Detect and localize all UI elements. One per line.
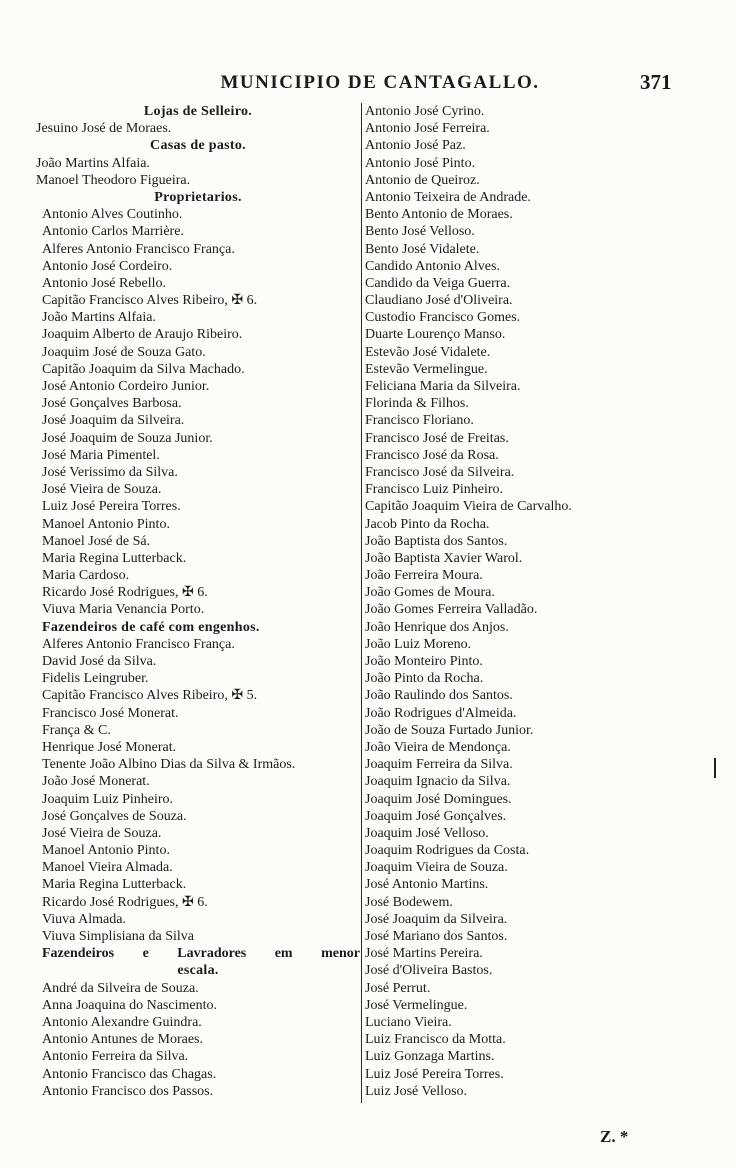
list-item: Luiz Gonzaga Martins.	[365, 1049, 495, 1065]
list-item: João Gomes de Moura.	[365, 585, 495, 601]
list-item: Bento José Velloso.	[365, 224, 475, 240]
signature-mark: Z. *	[600, 1127, 629, 1146]
heading-word: em	[274, 946, 293, 962]
list-item: Alferes Antonio Francisco França.	[42, 241, 235, 257]
list-item: Viuva Almada.	[42, 911, 126, 927]
list-item: Antonio Alexandre Guindra.	[42, 1014, 202, 1030]
section-heading-lavradores	[36, 945, 360, 962]
column-divider	[361, 103, 362, 1103]
list-item: Antonio Antunes de Moraes.	[42, 1032, 203, 1048]
list-item: Antonio Carlos Marrière.	[42, 224, 184, 240]
list-item: Maria Regina Lutterback.	[42, 550, 187, 566]
list-item: José Bodewem.	[365, 894, 453, 910]
list-item: Antonio Alves Coutinho.	[42, 207, 183, 223]
list-item: Capitão Joaquim da Silva Machado.	[42, 361, 245, 377]
list-item: João Baptista Xavier Warol.	[365, 550, 523, 566]
list-item: Joaquim José de Souza Gato.	[42, 344, 206, 360]
list-item: Antonio Francisco dos Passos.	[42, 1083, 214, 1099]
list-item: Luiz José Pereira Torres.	[365, 1066, 504, 1082]
list-item: José Verissimo da Silva.	[42, 464, 178, 480]
list-item: José Perrut.	[365, 980, 431, 996]
list-item: José Joaquim da Silveira.	[42, 413, 185, 429]
list-item: Maria Regina Lutterback.	[42, 877, 187, 893]
list-item: João Rodrigues d'Almeida.	[365, 705, 517, 721]
list-item: José Vieira de Souza.	[42, 482, 162, 498]
list-item: Antonio José Pinto.	[365, 155, 476, 171]
list-item: João Gomes Ferreira Valladão.	[365, 602, 538, 618]
list-item: Luiz José Velloso.	[365, 1083, 468, 1099]
list-item: José Maria Pimentel.	[42, 447, 160, 463]
list-item: Joaquim José Gonçalves.	[365, 808, 507, 824]
list-item: João Martins Alfaia.	[36, 155, 150, 171]
list-item: França & C.	[42, 722, 111, 738]
proprietarios-list	[36, 206, 360, 619]
list-item: David José da Silva.	[42, 654, 157, 669]
list-item: Estevão Vermelingue.	[365, 361, 488, 377]
list-item: João Ferreira Moura.	[365, 568, 483, 584]
list-item: Capitão Joaquim Vieira de Carvalho.	[365, 499, 572, 515]
list-item: Estevão José Vidalete.	[365, 344, 491, 360]
list-item: Candido da Veiga Guerra.	[365, 275, 511, 291]
heading-word: Lavradores	[177, 946, 247, 962]
left-column	[36, 103, 360, 1100]
list-item: Joaquim Ignacio da Silva.	[365, 774, 511, 790]
list-item: Maria Cardoso.	[42, 568, 130, 584]
list-item: Antonio Francisco das Chagas.	[42, 1066, 217, 1082]
list-item: Manoel Vieira Almada.	[42, 860, 173, 876]
list-item: Fidelis Leingruber.	[42, 671, 149, 687]
list-item: Joaquim Luiz Pinheiro.	[42, 791, 174, 807]
list-item: Francisco José de Freitas.	[365, 430, 509, 446]
section-heading-proprietarios: Proprietarios.	[154, 189, 242, 205]
list-item: Capitão Francisco Alves Ribeiro, ✠ 5.	[42, 688, 258, 704]
page-number: 371	[640, 70, 672, 94]
list-item: Antonio José Cordeiro.	[42, 258, 173, 274]
heading-word: e	[142, 946, 149, 962]
list-item: Manoel José de Sá.	[42, 533, 151, 549]
list-item: Joaquim Rodrigues da Costa.	[365, 843, 530, 859]
list-item: José Antonio Cordeiro Junior.	[42, 379, 210, 394]
section-heading-lojas: Lojas de Selleiro.	[143, 104, 253, 119]
casas-list	[36, 155, 360, 189]
list-item: João Baptista dos Santos.	[365, 533, 508, 549]
lavradores-list	[36, 980, 360, 1100]
list-item: Francisco José da Silveira.	[365, 464, 515, 480]
list-item: José Vermelingue.	[365, 997, 468, 1013]
list-item: João Vieira de Mendonça.	[365, 739, 511, 755]
list-item: Antonio de Queiroz.	[365, 172, 480, 188]
list-item: José Martins Pereira.	[365, 946, 483, 962]
section-heading-casas: Casas de pasto.	[150, 138, 246, 154]
list-item: Henrique José Monerat.	[42, 739, 177, 755]
list-item: Bento Antonio de Moraes.	[365, 207, 513, 223]
list-item: José Antonio Martins.	[365, 877, 489, 893]
list-item: Capitão Francisco Alves Ribeiro, ✠ 6.	[42, 293, 258, 309]
list-item: Joaquim José Domingues.	[365, 791, 512, 807]
fazendeiros-list	[36, 636, 360, 945]
list-item: João de Souza Furtado Junior.	[365, 722, 534, 738]
heading-word: menor	[321, 946, 360, 962]
list-item: João Luiz Moreno.	[365, 636, 472, 652]
list-item: João José Monerat.	[42, 774, 150, 790]
section-heading-fazendeiros: Fazendeiros de café com engenhos.	[42, 619, 260, 635]
list-item: Ricardo José Rodrigues, ✠ 6.	[42, 894, 208, 910]
right-column	[365, 103, 695, 1100]
margin-mark	[714, 758, 716, 778]
list-item: Antonio José Ferreira.	[365, 121, 490, 137]
list-item: João Monteiro Pinto.	[365, 654, 483, 669]
list-item: Ricardo José Rodrigues, ✠ 6.	[42, 585, 208, 601]
page-title: MUNICIPIO DE CANTAGALLO.	[220, 72, 540, 93]
list-item: José Gonçalves de Souza.	[42, 808, 187, 824]
list-item: Feliciana Maria da Silveira.	[365, 379, 521, 394]
list-item: José Gonçalves Barbosa.	[42, 396, 182, 412]
list-item: José Joaquim de Souza Junior.	[42, 430, 213, 446]
list-item: Antonio Ferreira da Silva.	[42, 1049, 189, 1065]
list-item: Jesuino José de Moraes.	[36, 121, 172, 137]
list-item: Alferes Antonio Francisco França.	[42, 636, 235, 652]
list-item: José d'Oliveira Bastos.	[365, 963, 493, 979]
list-item: Manoel Theodoro Figueira.	[36, 172, 191, 188]
list-item: Jacob Pinto da Rocha.	[365, 516, 490, 532]
list-item: Luiz José Pereira Torres.	[42, 499, 181, 515]
list-item: Candido Antonio Alves.	[365, 258, 500, 274]
list-item: Francisco José da Rosa.	[365, 447, 499, 463]
list-item: Luciano Vieira.	[365, 1014, 452, 1030]
list-item: Luiz Francisco da Motta.	[365, 1032, 506, 1048]
list-item: Viuva Maria Venancia Porto.	[42, 602, 205, 618]
list-item: Florinda & Filhos.	[365, 396, 469, 412]
list-item: Antonio Teixeira de Andrade.	[365, 189, 531, 205]
list-item: João Martins Alfaia.	[42, 310, 156, 326]
list-item: Duarte Lourenço Manso.	[365, 327, 506, 343]
list-item: João Raulindo dos Santos.	[365, 688, 513, 704]
list-item: João Henrique dos Anjos.	[365, 619, 509, 635]
lojas-list	[36, 120, 360, 137]
section-heading-lavradores-cont: escala.	[177, 963, 219, 979]
heading-word: Fazendeiros	[42, 946, 115, 962]
list-item: Joaquim Vieira de Souza.	[365, 860, 508, 876]
list-item: José Joaquim da Silveira.	[365, 911, 508, 927]
list-item: Anna Joaquina do Nascimento.	[42, 997, 217, 1013]
list-item: José Vieira de Souza.	[42, 825, 162, 841]
list-item: Tenente João Albino Dias da Silva & Irmãos.	[42, 757, 296, 773]
list-item: João Pinto da Rocha.	[365, 671, 484, 687]
list-item: Viuva Simplisiana da Silva	[42, 929, 194, 944]
list-item: Joaquim Ferreira da Silva.	[365, 757, 513, 773]
list-item: Antonio José Rebello.	[42, 275, 167, 291]
list-item: Francisco José Monerat.	[42, 705, 179, 721]
list-item: André da Silveira de Souza.	[42, 980, 199, 996]
list-item: Joaquim Alberto de Araujo Ribeiro.	[42, 327, 243, 343]
right-names-list	[365, 103, 695, 1100]
list-item: Manoel Antonio Pinto.	[42, 843, 170, 859]
list-item: Francisco Floriano.	[365, 413, 474, 429]
list-item: Francisco Luiz Pinheiro.	[365, 482, 504, 498]
list-item: Manoel Antonio Pinto.	[42, 516, 170, 532]
list-item: Antonio José Cyrino.	[365, 104, 485, 119]
list-item: Claudiano José d'Oliveira.	[365, 293, 513, 309]
list-item: Custodio Francisco Gomes.	[365, 310, 521, 326]
list-item: Antonio José Paz.	[365, 138, 466, 154]
list-item: José Mariano dos Santos.	[365, 929, 508, 944]
list-item: Joaquim José Velloso.	[365, 825, 489, 841]
list-item: Bento José Vidalete.	[365, 241, 480, 257]
